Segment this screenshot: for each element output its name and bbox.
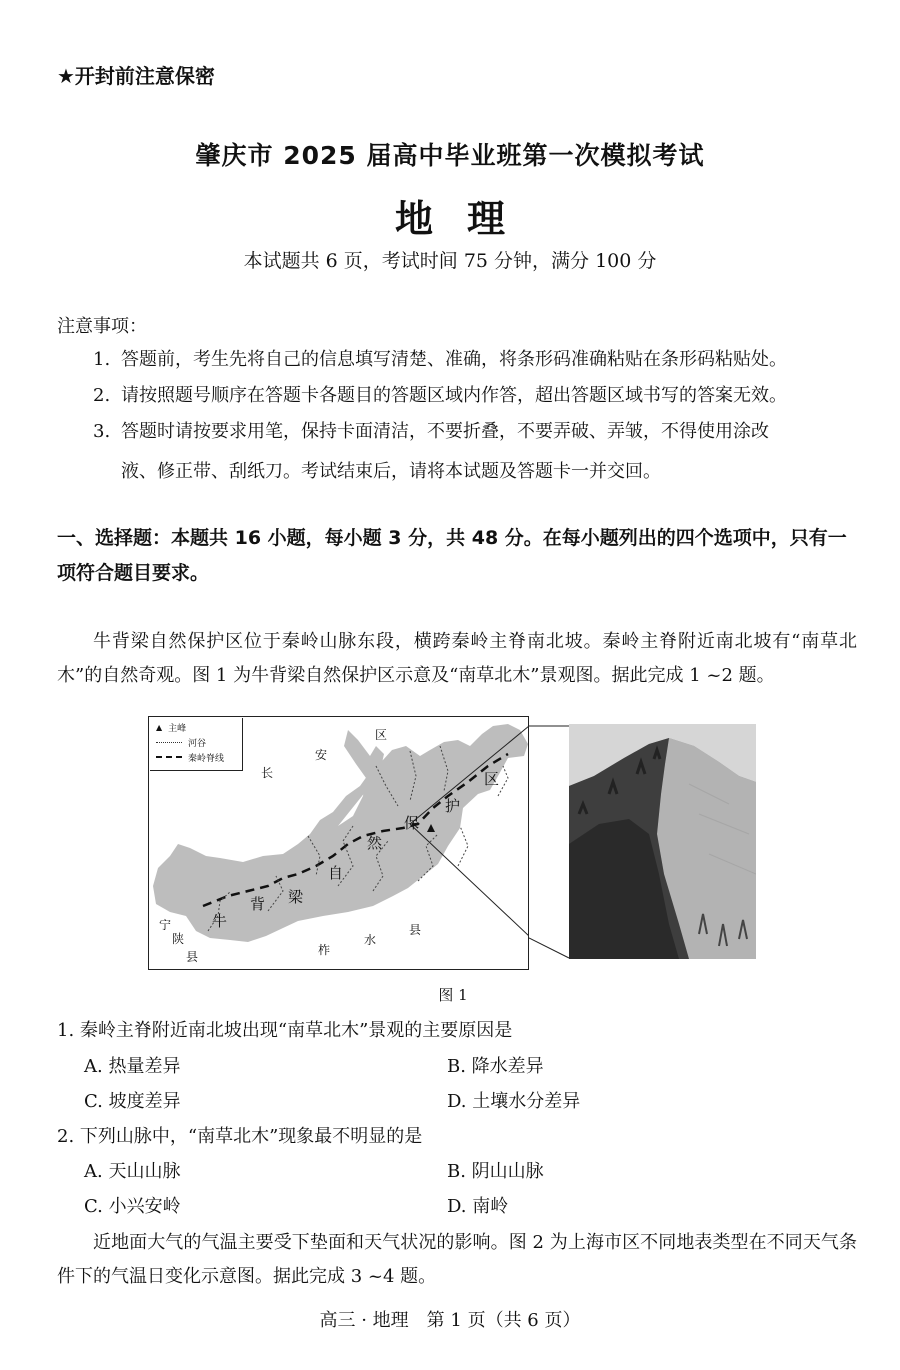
legend-ridge-label: 秦岭脊线 — [188, 753, 225, 764]
map-label: 安 — [315, 748, 328, 762]
reserve-name-char: 牛 — [212, 912, 228, 930]
map-label: 柞 — [318, 943, 331, 957]
map-label: 县 — [186, 950, 199, 964]
section-heading: 一、选择题：本题共 16 小题，每小题 3 分，共 48 分。在每小题列出的四个选项中，只有一项符合题目要求。 — [57, 527, 847, 584]
reserve-name-char: 自 — [328, 864, 344, 882]
valley-line — [458, 826, 468, 866]
reserve-name-char: 保 — [404, 814, 420, 832]
peak-icon: ▲ — [156, 722, 163, 732]
note-number: 2. — [93, 385, 111, 406]
question-option: D. 土壤水分差异 — [447, 1091, 581, 1112]
passage-1: 牛背梁自然保护区位于秦岭山脉东段，横跨秦岭主脊南北坡。秦岭主脊附近南北坡有“南草北木”的自然奇观。图 1 为牛背梁自然保护区示意及“南草北木”景观图。据此完成 1 ~2 题。 — [57, 631, 857, 686]
map-label: 宁 — [159, 918, 172, 932]
note-text: 答题前，考生先将自己的信息填写清楚、准确，将条形码准确粘贴在条形码粘贴处。 — [121, 349, 787, 370]
legend-peak — [156, 720, 186, 734]
note-text: 请按照题号顺序在答题卡各题目的答题区域内作答，超出答题区域书写的答案无效。 — [121, 385, 787, 406]
map-legend — [150, 718, 243, 771]
note-text: 答题时请按要求用笔，保持卡面清洁，不要折叠，不要弄破、弄皱，不得使用涂改 — [121, 421, 769, 442]
reserve-name-char: 然 — [367, 834, 383, 852]
question-option: C. 小兴安岭 — [84, 1196, 181, 1217]
legend-peak-label: 主峰 — [168, 723, 187, 734]
note-continuation: 液、修正带、刮纸刀。考试结束后，请将本试题及答题卡一并交回。 — [121, 461, 661, 482]
legend-ridge — [156, 750, 224, 764]
legend-valley — [156, 735, 206, 749]
landscape-photo — [569, 724, 756, 959]
question-stem: 2. 下列山脉中，“南草北木”现象最不明显的是 — [57, 1126, 423, 1147]
valley-line-icon — [156, 742, 182, 743]
callout-extension — [529, 718, 571, 968]
exam-info: 本试题共 6 页，考试时间 75 分钟，满分 100 分 — [243, 250, 657, 272]
note-number: 3. — [93, 421, 111, 442]
subject-title: 地理 — [394, 196, 539, 241]
question-stem: 1. 秦岭主脊附近南北坡出现“南草北木”景观的主要原因是 — [57, 1020, 513, 1041]
reserve-name-char: 梁 — [288, 888, 304, 906]
ridge-line-icon — [156, 756, 182, 758]
question-option: B. 降水差异 — [447, 1056, 544, 1077]
figure-caption: 图 1 — [438, 986, 468, 1004]
note-item — [93, 414, 853, 450]
note-item — [93, 378, 853, 414]
reserve-name-char: 背 — [250, 895, 266, 913]
question-option: C. 坡度差异 — [84, 1091, 181, 1112]
callout-line-bottom — [410, 824, 529, 936]
exam-title: 肇庆市 2025 届高中毕业班第一次模拟考试 — [195, 141, 705, 170]
note-item — [93, 342, 853, 378]
map-label: 长 — [261, 766, 274, 780]
map-label: 水 — [364, 933, 377, 947]
passage-2: 近地面大气的气温主要受下垫面和天气状况的影响。图 2 为上海市区不同地表类型在不同天气条件下的气温日变化示意图。据此完成 3 ~4 题。 — [57, 1232, 857, 1287]
question-option: B. 阴山山脉 — [447, 1161, 544, 1182]
map-label: 县 — [409, 923, 422, 937]
reserve-name-char: 护 — [445, 797, 461, 815]
map-label: 区 — [375, 728, 388, 742]
question-option: A. 热量差异 — [84, 1056, 181, 1077]
legend-valley-label: 河谷 — [188, 738, 207, 749]
map-label: 陕 — [172, 932, 185, 946]
question-option: D. 南岭 — [447, 1196, 509, 1217]
question-option: A. 天山山脉 — [84, 1161, 181, 1182]
note-number: 1. — [93, 349, 111, 370]
reserve-name-char: 区 — [484, 770, 500, 788]
confidential-notice: ★开封前注意保密 — [57, 64, 215, 88]
page-footer: 高三 · 地理 第 1 页（共 6 页） — [319, 1310, 581, 1331]
notes-heading: 注意事项： — [57, 316, 147, 337]
